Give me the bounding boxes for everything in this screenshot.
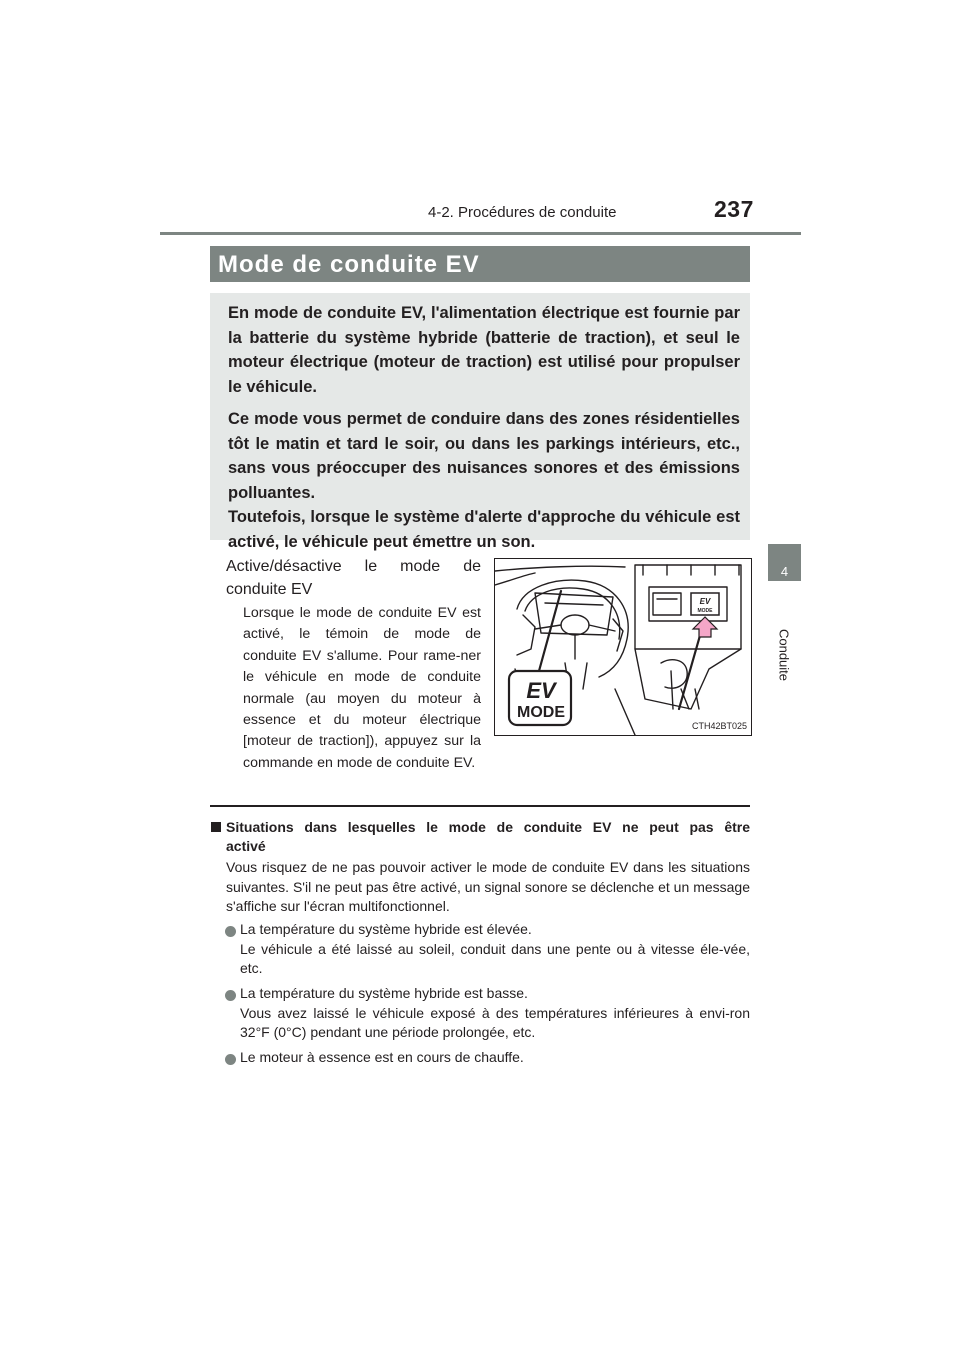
ev-mode-illustration bbox=[494, 558, 752, 736]
intro-paragraph-1: En mode de conduite EV, l'alimentation électrique est fournie par la batterie du système hybride (batterie de traction), et seul le moteur électrique (moteur de traction) est utilisé pour propulser le véhicule. bbox=[228, 304, 740, 396]
bullet-main: La température du système hybride est basse. bbox=[240, 985, 528, 1001]
operation-description: Lorsque le mode de conduite EV est activé, le témoin de mode de conduite EV s'allume. Pour rame-ner le véhicule en mode de conduite normale (au moyen du moteur à essence et du moteur électrique [moteur de traction]), appuyez sur la commande en mode de conduite EV. bbox=[243, 605, 481, 771]
page-title: Mode de conduite EV bbox=[218, 251, 480, 278]
bullet-detail: Vous avez laissé le véhicule exposé à des températures inférieures à envi-ron 32°F (0°C) pendant une période prolongée, etc. bbox=[240, 1004, 750, 1040]
callout-ev-text: EV bbox=[526, 678, 556, 703]
section-divider bbox=[210, 805, 750, 807]
situations-heading: Situations dans lesquelles le mode de conduite EV ne peut pas être activé bbox=[226, 819, 750, 854]
bullet-main: Le moteur à essence est en cours de chauffe. bbox=[240, 1049, 524, 1065]
page-number: 237 bbox=[714, 196, 754, 222]
situations-paragraph: Vous risquez de ne pas pouvoir activer le mode de conduite EV dans les situations suivantes. S'il ne peut pas être activé, un signal sonore se déclenche et un message s'affiche sur l'écran multifonctionnel. bbox=[226, 859, 750, 914]
callout-mode-text: MODE bbox=[517, 704, 565, 721]
bullet-item bbox=[240, 920, 750, 979]
bullet-dot-icon bbox=[225, 1054, 236, 1065]
bullet-main: La température du système hybride est élevée. bbox=[240, 921, 532, 937]
intro-text bbox=[228, 301, 740, 554]
heading-square-icon bbox=[211, 822, 221, 832]
section-label: 4-2. Procédures de conduite bbox=[428, 204, 617, 221]
chapter-tab-label-text: Conduite bbox=[776, 628, 792, 682]
figure-code: CTH42BT025 bbox=[691, 721, 747, 731]
small-button-mode: MODE bbox=[697, 608, 713, 614]
bullet-detail: Le véhicule a été laissé au soleil, conduit dans une pente ou à vitesse éle-vée, etc. bbox=[240, 940, 750, 976]
bullet-item bbox=[240, 984, 750, 1043]
intro-paragraph-2: Ce mode vous permet de conduire dans des zones résidentielles tôt le matin et tard le soir, ou dans les parkings intérieurs, etc., sans vous préoccuper des nuisances sonores et des émissions polluantes. bbox=[228, 410, 740, 502]
bullet-item bbox=[240, 1048, 750, 1068]
pointer-arrow bbox=[693, 617, 717, 637]
intro-paragraph-3: Toutefois, lorsque le système d'alerte d'approche du véhicule est activé, le véhicule peut émettre un son. bbox=[228, 508, 740, 551]
bullet-dot-icon bbox=[225, 990, 236, 1001]
small-button-ev: EV bbox=[699, 597, 711, 606]
bullet-dot-icon bbox=[225, 926, 236, 937]
operation-title: Active/désactive le mode de conduite EV bbox=[226, 558, 481, 598]
chapter-tab-label bbox=[766, 615, 803, 695]
dashboard-drawing bbox=[495, 559, 751, 735]
header-divider bbox=[160, 232, 801, 235]
chapter-tab-number: 4 bbox=[780, 564, 789, 579]
